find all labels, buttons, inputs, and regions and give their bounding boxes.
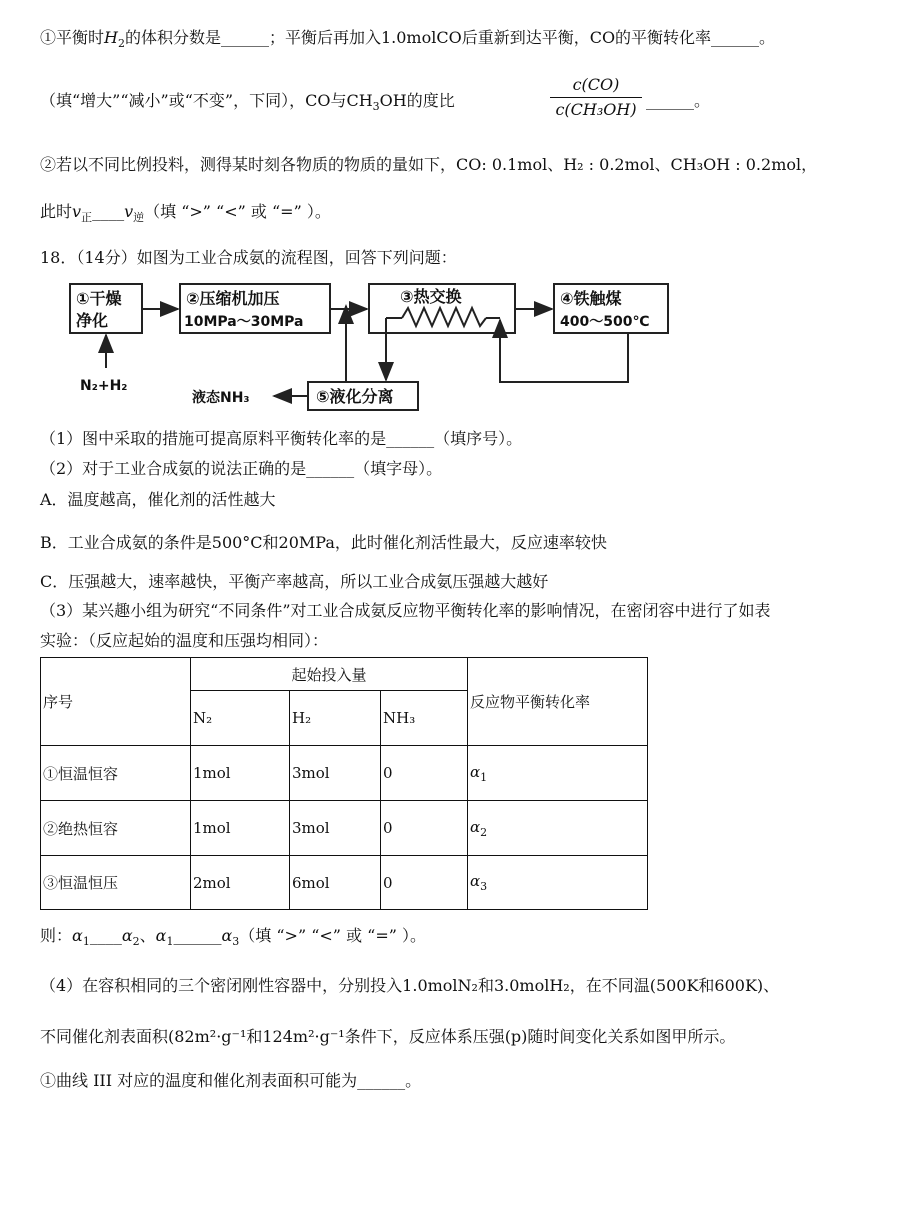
sub-question-3-cont: 实验：（反应起始的温度和压强均相同）：: [40, 631, 329, 650]
cell-n2: 1mol: [191, 801, 290, 856]
subscript: 1: [166, 935, 174, 948]
sub-question-1: （1）图中采取的措施可提高原料平衡转化率的是______（填序号）。: [40, 429, 523, 448]
subscript: 1: [82, 935, 90, 948]
question-line-2: [40, 91, 455, 117]
option-c: C．压强越大，速率越快，平衡产率越高，所以工业合成氨压强越大越好: [40, 572, 549, 591]
header-sequence: 序号: [41, 658, 191, 746]
subscript: 逆: [133, 211, 145, 224]
text: 则：: [40, 926, 73, 945]
table-row: [41, 801, 648, 856]
concentration-fraction: [550, 74, 642, 121]
box4-label: 400～500℃: [560, 314, 650, 330]
ch3oh-part: OH: [379, 91, 407, 110]
question-line-1: [40, 28, 775, 54]
cell-nh3: 0: [381, 746, 468, 801]
box3-label: ③热交换: [400, 287, 462, 306]
v-symbol: v: [124, 202, 134, 221]
cell-n2: 1mol: [191, 746, 290, 801]
experiment-table: [40, 657, 648, 910]
subscript: 3: [232, 935, 240, 948]
header-nh3: NH₃: [381, 691, 468, 746]
v-symbol: v: [72, 202, 82, 221]
row-name: ②绝热恒容: [41, 801, 191, 856]
cell-nh3: 0: [381, 856, 468, 910]
table-row: [41, 856, 648, 910]
box2-label: 10MPa～30MPa: [184, 314, 304, 330]
box1-label: ①干燥: [76, 289, 122, 308]
cell-nh3: 0: [381, 801, 468, 856]
fraction-numerator: c(CO): [572, 75, 620, 94]
sub-question-4: （4）在容积相同的三个密闭刚性容器中，分别投入1.0molN₂和3.0molH₂，在不同温(500K和600K)、: [40, 976, 780, 995]
sub-question-2: （2）对于工业合成氨的说法正确的是______（填字母）。: [40, 459, 443, 478]
box5-label: ⑤液化分离: [316, 387, 394, 406]
subscript: 2: [117, 37, 125, 50]
alpha-symbol: α: [470, 762, 481, 781]
question-line-4: [40, 202, 331, 228]
text: 此时: [40, 202, 73, 221]
header-n2: N₂: [191, 691, 290, 746]
cell-h2: 3mol: [290, 801, 381, 856]
option-b: B．工业合成氨的条件是500°C和20MPa，此时催化剂活性最大，反应速率较快: [40, 533, 607, 552]
cell-alpha: [468, 856, 648, 910]
header-initial-amount: 起始投入量: [191, 658, 468, 691]
subscript: 3: [480, 880, 488, 893]
row-name: ①恒温恒容: [41, 746, 191, 801]
alpha-symbol: α: [470, 872, 481, 890]
answer-blank: ____: [92, 202, 125, 221]
ammonia-synthesis-flow-diagram: [62, 280, 672, 414]
text: ①平衡时: [40, 28, 105, 47]
subscript: 3: [372, 100, 380, 113]
answer-blank: ____: [89, 926, 122, 945]
sub-question-4-part1: ①曲线 III 对应的温度和催化剂表面积可能为______。: [40, 1071, 422, 1090]
cell-alpha: [468, 746, 648, 801]
answer-blank: ______。: [646, 91, 711, 110]
box2-label: ②压缩机加压: [186, 289, 280, 308]
h-symbol: H: [104, 28, 118, 47]
alpha-symbol: α: [121, 926, 133, 945]
question-line-3: ②若以不同比例投料，测得某时刻各物质的物质的量如下，CO: 0.1mol、H₂ : 0.2mol、CH₃OH : 0.2mol，: [40, 155, 818, 174]
text: 的度比: [406, 91, 455, 110]
output-label: 液态NH₃: [192, 390, 250, 406]
cell-n2: 2mol: [191, 856, 290, 910]
subscript: 2: [480, 825, 488, 839]
sub-question-4-cont: 不同催化剂表面积(82m²·g⁻¹和124m²·g⁻¹条件下，反应体系压强(p)随时间变化关系如图甲所示。: [40, 1027, 736, 1046]
alpha-symbol: α: [221, 926, 233, 945]
text: （填 “>” “<” 或 “=” ）。: [239, 926, 427, 945]
cell-h2: 3mol: [290, 746, 381, 801]
text: （填 “>” “<” 或 “=” ）。: [144, 202, 331, 221]
sub-question-3: （3）某兴趣小组为研究“不同条件”对工业合成氨反应物平衡转化率的影响情况，在密闭容中进行了如表: [40, 601, 771, 620]
fraction-bar: [550, 97, 642, 98]
answer-blank: ______: [173, 926, 222, 945]
cell-alpha: [468, 801, 648, 856]
cell-h2: 6mol: [290, 856, 381, 910]
header-h2: H₂: [290, 691, 381, 746]
alpha-symbol: α: [155, 926, 167, 945]
alpha-symbol: α: [72, 926, 83, 945]
question-18-heading: 18．（14分）如图为工业合成氨的流程图，回答下列问题：: [40, 248, 457, 267]
fraction-denominator: c(CH₃OH): [555, 100, 637, 119]
header-conversion: 反应物平衡转化率: [468, 658, 648, 746]
ch3oh-part: CH: [346, 91, 373, 110]
alpha-symbol: α: [470, 817, 481, 836]
relation-line: [40, 926, 426, 952]
box4-label: ④铁触煤: [560, 289, 622, 308]
table-row: [41, 746, 648, 801]
text: 的体积分数是______；平衡后再加入1.0molCO后重新到达平衡，CO的平衡转化率______。: [124, 28, 776, 47]
option-a: A．温度越高，催化剂的活性越大: [40, 490, 276, 509]
subscript: 2: [132, 935, 140, 948]
subscript: 正: [81, 211, 93, 224]
input-label: N₂+H₂: [80, 378, 128, 394]
text: （填“增大”“减小”或“不变”，下同），CO与: [40, 91, 347, 110]
text: 、: [139, 926, 156, 945]
row-name: ③恒温恒压: [41, 856, 191, 910]
subscript: 1: [480, 770, 488, 784]
box1-label: 净化: [76, 311, 109, 330]
heat-exchanger-coil: [402, 308, 486, 326]
